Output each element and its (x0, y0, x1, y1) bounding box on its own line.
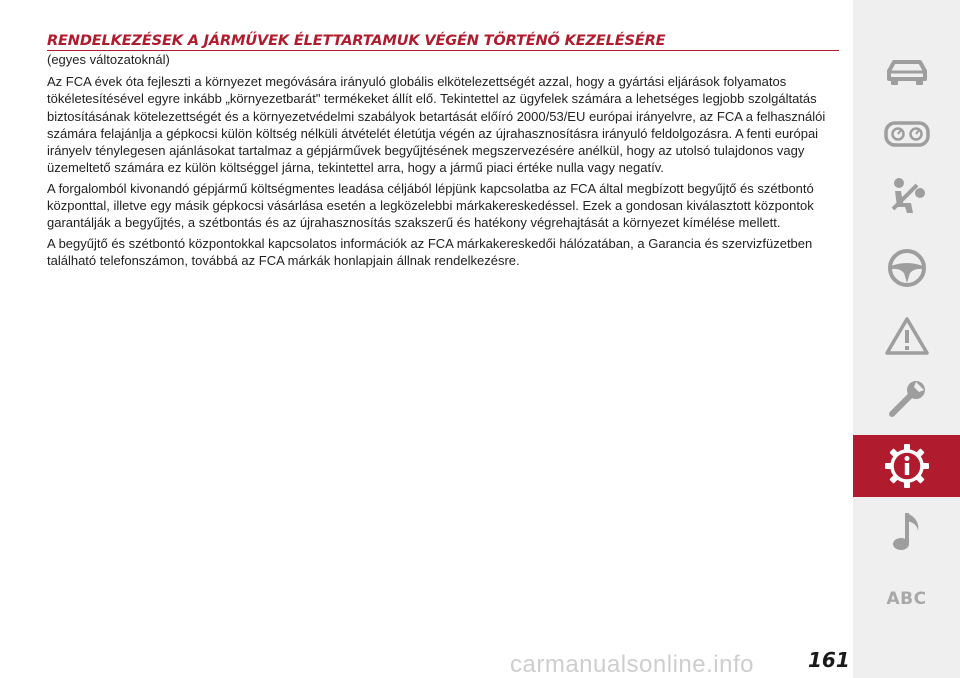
section-subtitle: (egyes változatoknál) (47, 52, 170, 67)
sidebar-item-dashboard[interactable] (853, 103, 960, 165)
section-title: RENDELKEZÉSEK A JÁRMŰVEK ÉLETTARTAMUK VÉGÉN TÖRTÉNŐ KEZELÉSÉRE (47, 32, 839, 51)
sidebar-item-multimedia[interactable] (853, 500, 960, 562)
sidebar-item-index[interactable] (853, 568, 960, 630)
steering-wheel-icon (886, 247, 928, 289)
car-icon (885, 57, 929, 87)
dashboard-gauges-icon (884, 121, 930, 147)
sidebar-item-safety[interactable] (853, 165, 960, 227)
passenger-safety-icon (887, 175, 927, 217)
paragraph-3: A begyűjtő és szétbontó központokkal kapcsolatos információk az FCA márkakereskedői hálózatában, a Garancia és szervizfüzetben található telefonszámon, továbbá az FCA márkák honlapjain állnak rendelkezésre. (47, 235, 813, 268)
page-number: 161 (808, 648, 850, 672)
sidebar-item-car[interactable] (853, 41, 960, 103)
sidebar-item-info[interactable] (853, 435, 960, 497)
paragraph-2: A forgalomból kivonandó gépjármű költségmentes leadása céljából lépjünk kapcsolatba az FCA által megbízott begyűjtő és szétbontó központtal, illetve egy másik gépkocsi vásárlása esetén a legközelebbi márkakereskedéssel. Ezek a gondosan kiválasztott központok garantálják a begyűjtés, a szétbontás és az újrahasznosítás szakszerű és hatékony végrehajtását a környezet kímélése mellett. (47, 180, 814, 231)
wrench-icon (886, 378, 928, 420)
watermark: carmanualsonline.info (510, 651, 754, 678)
paragraph-1: Az FCA évek óta fejleszti a környezet megóvására irányuló globális elkötelezettségét azzal, hogy a gyártási eljárások folyamatos tökéletesítésével egyre inkább „környezetbarát" termékeket állít elő. Tekintettel az ügyfelek számára a lehetséges legjobb szolgáltatás biztosításának kötelezettségét és a környezetvédelmi szabályok betartását előíró 2000/53/EU európai irányelvre, az FCA a felhasználói számára felajánlja a gépkocsi külön költség nélküli átvételét életútja végén az újrahasznosításra irányuló feldolgozásra. A fenti európai irányelv ténylegesen ajánlásokat tartalmaz a gépjárművek begyűjtésének megszervezésére anélkül, hogy az utolsó tulajdonos vagy üzemeltető számára ez külön költséggel járna, tekintettel arra, hogy a jármű piaci értéke nulla vagy negatív. (47, 74, 826, 176)
sidebar-item-warnings[interactable] (853, 305, 960, 367)
sidebar-item-maintenance[interactable] (853, 368, 960, 430)
warning-triangle-icon (884, 316, 930, 356)
abc-index-label: ABC (886, 589, 927, 609)
sidebar-item-steering[interactable] (853, 237, 960, 299)
info-gear-icon (884, 443, 930, 489)
body-text (47, 73, 843, 272)
music-note-icon (890, 509, 924, 553)
chapter-sidebar (853, 0, 960, 678)
